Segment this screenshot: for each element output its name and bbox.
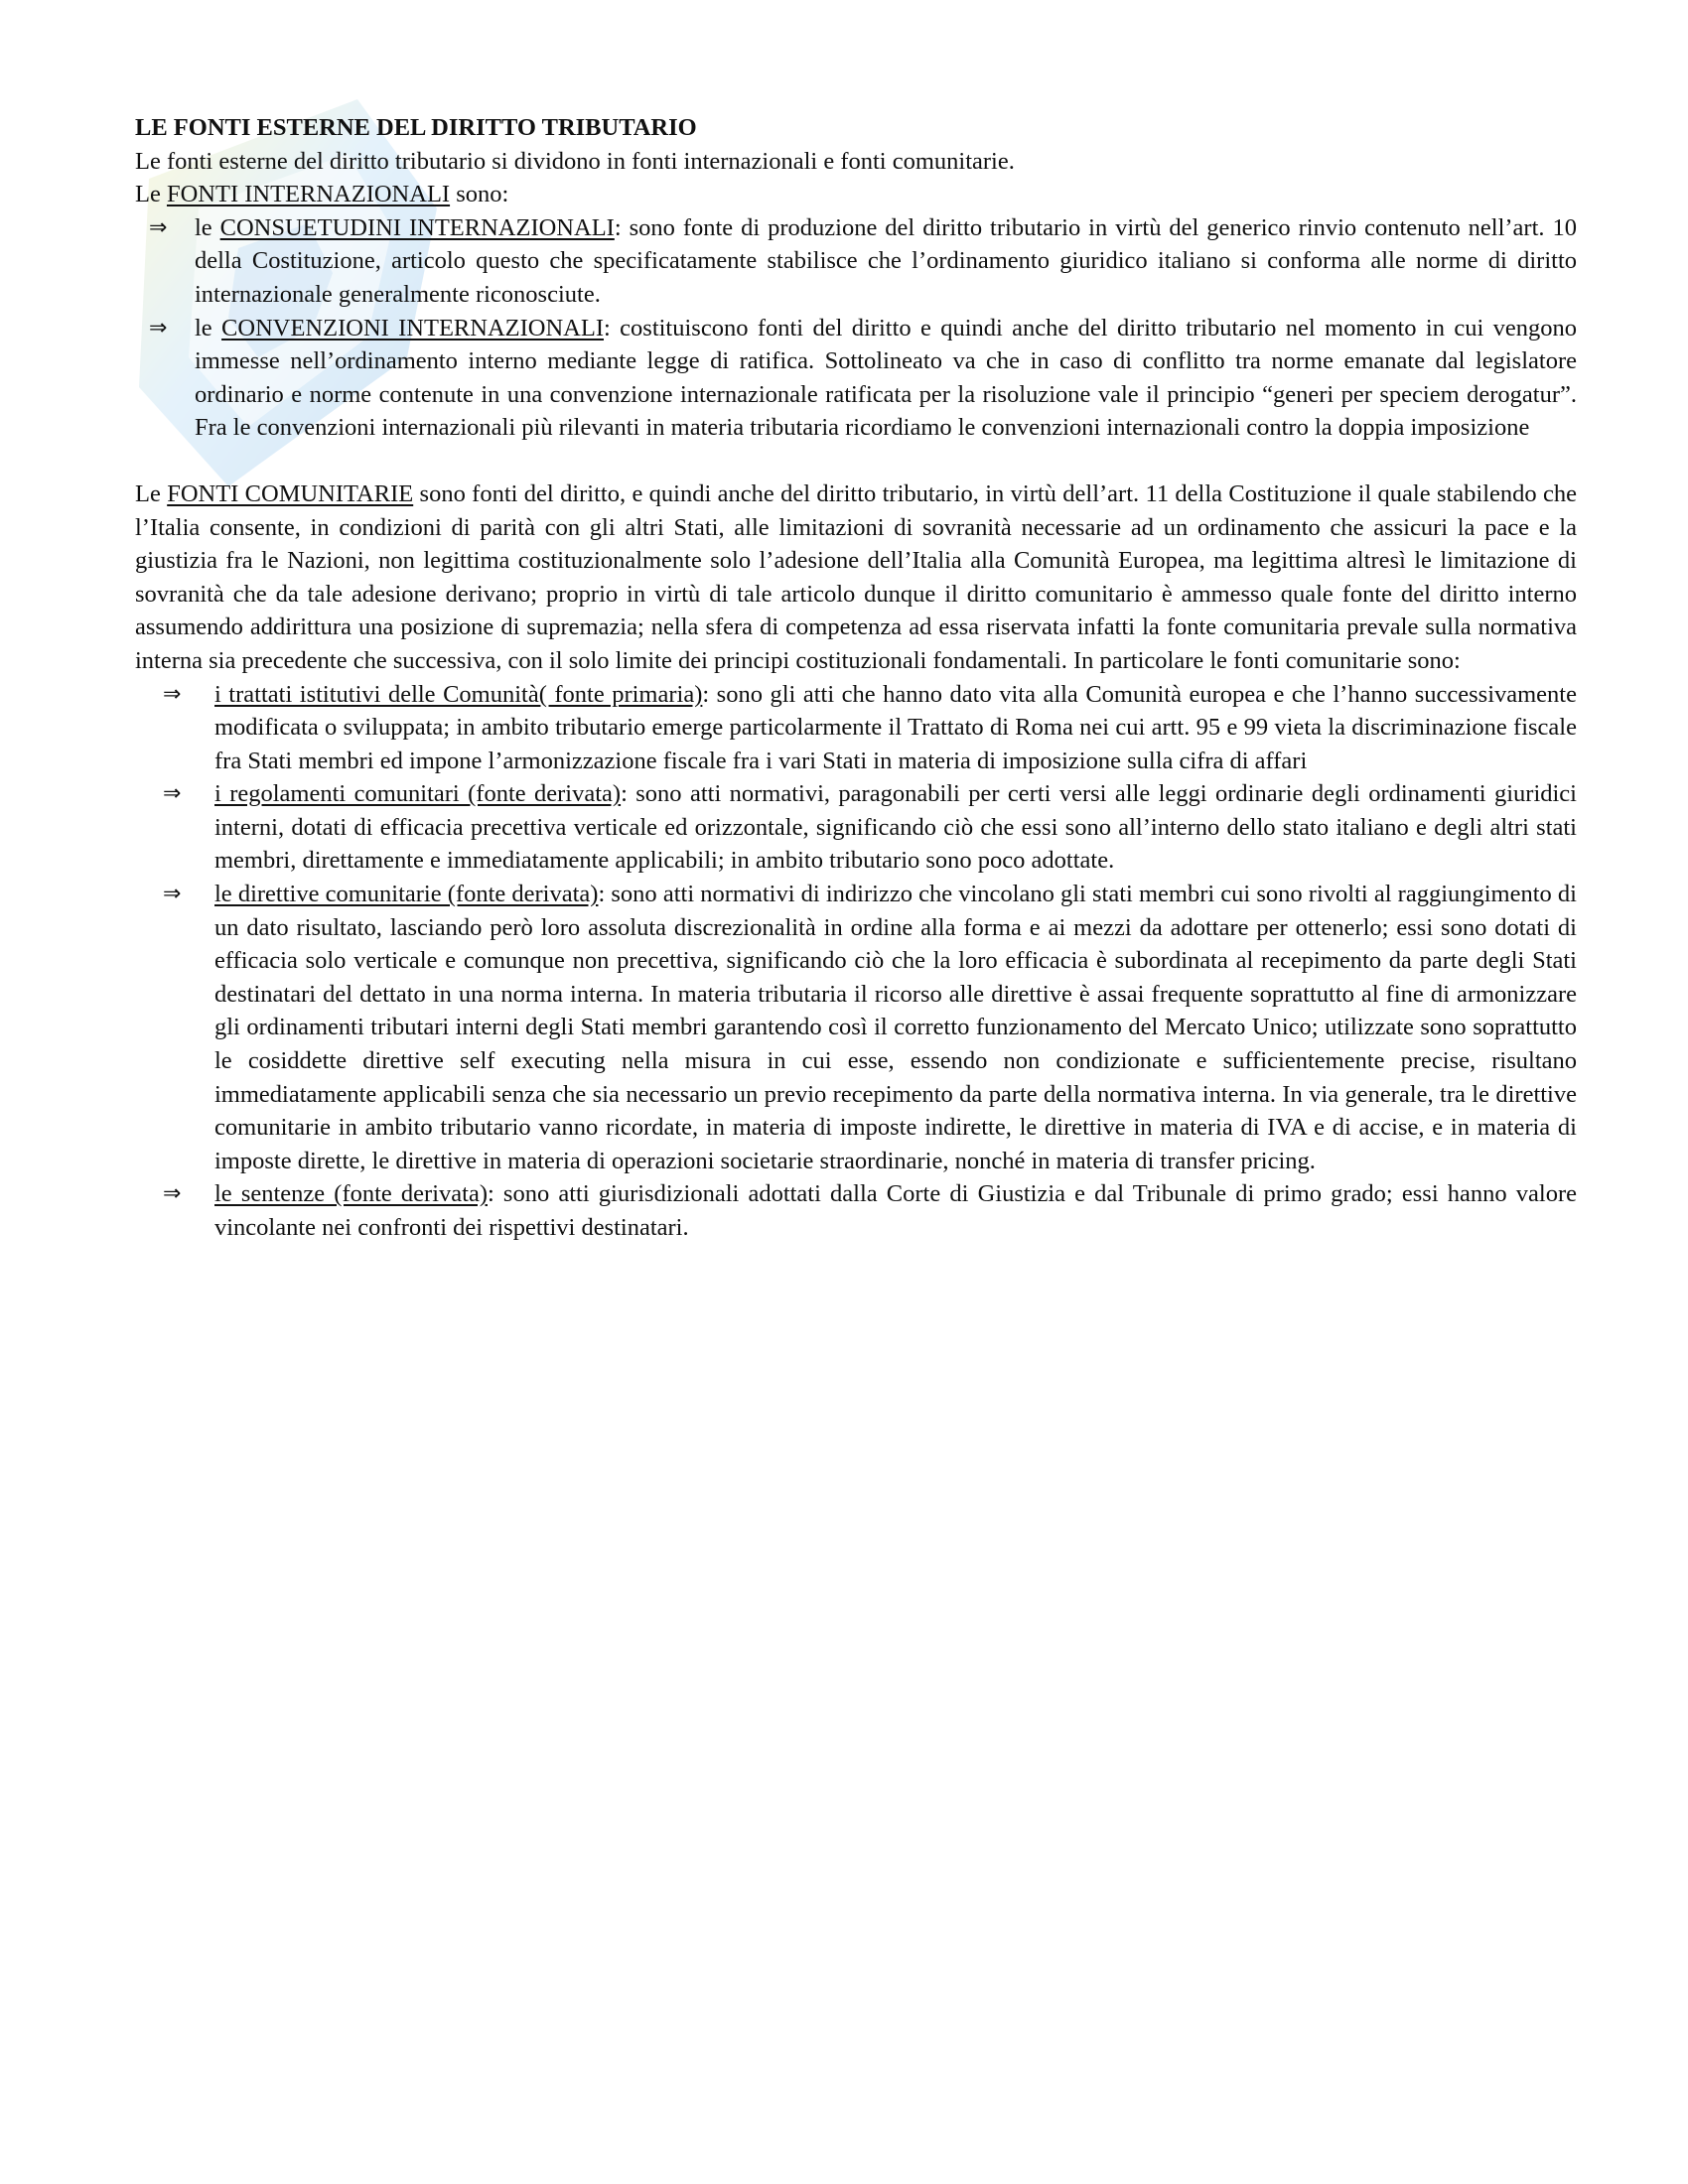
- intl-lead: [135, 178, 1577, 211]
- item-term: i regolamenti comunitari (fonte derivata): [214, 780, 622, 808]
- double-arrow-icon: ⇒: [149, 315, 168, 341]
- community-sources-list: [135, 678, 1577, 1245]
- intro-paragraph: Le fonti esterne del diritto tributario si dividono in fonti internazionali e fonti comunitarie.: [135, 147, 1015, 175]
- document-page: [135, 111, 1577, 1245]
- paragraph-gap: [135, 445, 1577, 478]
- double-arrow-icon: ⇒: [149, 214, 168, 240]
- item-term: CONVENZIONI INTERNAZIONALI: [221, 314, 604, 341]
- item-text: : sono atti giurisdizionali adottati dalla Corte di Giustizia e dal Tribunale di primo grado; essi hanno valore vincolante nei confronti dei rispettivi destinatari.: [214, 1180, 1577, 1241]
- community-term: FONTI COMUNITARIE: [167, 479, 414, 507]
- list-item: [135, 211, 1577, 312]
- item-text: : costituiscono fonti del diritto e quindi anche del diritto tributario nel momento in cui vengono immesse nell’ordinamento interno mediante legge di ratifica. Sottolineato va che in caso di conflitto tra norme emanate dal legislatore ordinario e norme contenute in una convenzione internazionale ratificata per la risoluzione vale il principio “generi per speciem derogatur”. Fra le convenzioni internazionali più rilevanti in materia tributaria ricordiamo le convenzioni internazionali contro la doppia imposizione: [195, 314, 1577, 442]
- list-item: [135, 312, 1577, 445]
- intl-sources-list: [135, 211, 1577, 445]
- list-item: [135, 1177, 1577, 1244]
- double-arrow-icon: ⇒: [163, 681, 182, 707]
- list-item: [135, 678, 1577, 778]
- double-arrow-icon: ⇒: [163, 882, 182, 907]
- item-text: : sono gli atti che hanno dato vita alla Comunità europea e che l’hanno successivamente modificata o sviluppata; in ambito tributario emerge particolarmente il Trattato di Roma nei cui artt. 95 e 99 vieta la discriminazione fiscale fra Stati membri ed impone l’armonizzazione fiscale fra i vari Stati in materia di imposizione sulla cifra di affari: [214, 680, 1577, 774]
- community-pre: Le: [135, 479, 168, 507]
- intl-lead-pre: Le: [135, 181, 167, 208]
- item-text: : sono atti normativi, paragonabili per certi versi alle leggi ordinarie degli ordinamenti giuridici interni, dotati di efficacia precettiva verticale ed orizzontale, significando ciò che essi sono all’interno dello stato italiano e degli altri stati membri, direttamente e immediatamente applicabili; in ambito tributario sono poco adottate.: [214, 780, 1577, 875]
- item-text: : sono atti normativi di indirizzo che vincolano gli stati membri cui sono rivolti al raggiungimento di un dato risultato, lasciando però loro assoluta discrezionalità in ordine alla forma e ai mezzi da adottare per ottenerlo; essi sono dotati di efficacia solo verticale e comunque non precettiva, significando ciò che la loro efficacia è subordinata al recepimento da parte degli Stati destinatari del dettato in una norma interna. In materia tributaria il ricorso alle direttive è assai frequente soprattutto al fine di armonizzare gli ordinamenti tributari interni degli Stati membri garantendo così il corretto funzionamento del Mercato Unico; utilizzate sono soprattutto le cosiddette direttive self executing nella misura in cui esse, essendo non condizionate e sufficientemente precise, risultano immediatamente applicabili senza che sia necessario un previo recepimento da parte della normativa interna. In via generale, tra le direttive comunitarie in ambito tributario vanno ricordate, in materia di imposte indirette, le direttive in materia di IVA e di accise, e in materia di imposte dirette, le direttive in materia di operazioni societarie straordinarie, nonché in materia di transfer pricing.: [214, 881, 1577, 1174]
- item-term: CONSUETUDINI INTERNAZIONALI: [219, 213, 615, 241]
- list-item: [135, 878, 1577, 1177]
- intl-lead-term: FONTI INTERNAZIONALI: [166, 181, 451, 208]
- intl-lead-post: sono:: [450, 181, 509, 208]
- item-text: : sono fonte di produzione del diritto tributario in virtù del generico rinvio contenuto nell’art. 10 della Costituzione, articolo questo che specificatamente stabilisce che l’ordinamento giuridico italiano si conforma alle norme di diritto internazionale generalmente riconosciute.: [195, 213, 1577, 308]
- item-pre: le: [195, 314, 222, 341]
- item-term: i trattati istitutivi delle Comunità( fonte primaria): [214, 680, 703, 708]
- document-title: LE FONTI ESTERNE DEL DIRITTO TRIBUTARIO: [135, 114, 697, 141]
- list-item: [135, 777, 1577, 878]
- item-term: le direttive comunitarie (fonte derivata): [214, 881, 599, 908]
- item-pre: le: [195, 213, 220, 241]
- item-term: le sentenze (fonte derivata): [214, 1180, 488, 1208]
- community-paragraph: [135, 478, 1577, 678]
- double-arrow-icon: ⇒: [163, 1181, 182, 1207]
- double-arrow-icon: ⇒: [163, 781, 182, 807]
- community-text: sono fonti del diritto, e quindi anche del diritto tributario, in virtù dell’art. 11 della Costituzione il quale stabilendo che l’Italia consente, in condizioni di parità con gli altri Stati, alle limitazioni di sovranità necessarie ad un ordinamento che assicuri la pace e la giustizia fra le Nazioni, non legittima costituzionalmente solo l’adesione dell’Italia alla Comunità Europea, ma legittima altresì le limitazione di sovranità che da tale adesione derivano; proprio in virtù di tale articolo dunque il diritto comunitario è ammesso quale fonte del diritto interno assumendo addirittura una posizione di supremazia; nella sfera di competenza ad essa riservata infatti la fonte comunitaria prevale sulla normativa interna sia precedente che successiva, con il solo limite dei principi costituzionali fondamentali. In particolare le fonti comunitarie sono:: [135, 479, 1577, 674]
